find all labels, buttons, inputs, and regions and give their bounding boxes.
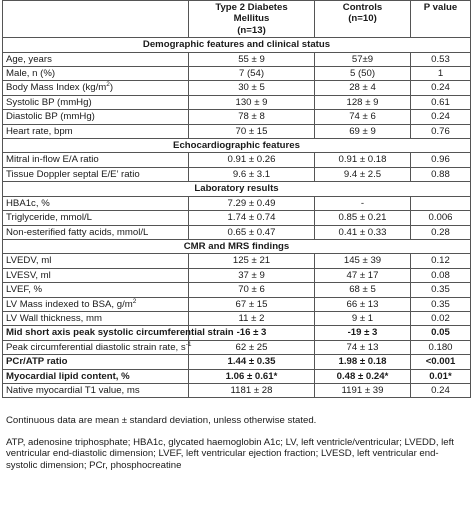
- row-label-superscript: 2: [132, 297, 137, 305]
- controls-value: 9 ± 1: [315, 311, 411, 325]
- row-label: [3, 196, 189, 210]
- section-header-row: [3, 239, 471, 253]
- table-row: [3, 326, 471, 340]
- controls-value: 0.41 ± 0.33: [315, 225, 411, 239]
- table-row: [3, 355, 471, 369]
- table-row: [3, 283, 471, 297]
- row-label: [3, 52, 189, 66]
- p-value: 0.35: [411, 283, 471, 297]
- table-row: [3, 383, 471, 397]
- p-value: [411, 196, 471, 210]
- row-label-text: Non-esterified fatty acids, mmol/L: [6, 226, 149, 238]
- row-label-text: LVESV, ml: [6, 269, 51, 281]
- table-row: [3, 153, 471, 167]
- controls-value: 47 ± 17: [315, 268, 411, 282]
- t2dm-value: 0.65 ± 0.47: [189, 225, 315, 239]
- table-row: [3, 254, 471, 268]
- section-header-row: [3, 182, 471, 196]
- table-row: [3, 110, 471, 124]
- row-label: [3, 297, 189, 311]
- table-row: [3, 52, 471, 66]
- controls-value: -19 ± 3: [315, 326, 411, 340]
- row-label-text: Peak circumferential diastolic strain rate, s: [6, 341, 186, 353]
- p-value: 0.88: [411, 167, 471, 181]
- footnote-abbreviations: ATP, adenosine triphosphate; HBA1c, glycated haemoglobin A1c; LV, left ventricle/ventricular; LVEDD, left ventricular end-diastolic dimension; LVEF, left ventricular ejection fraction; LVESD, left ventricular end-systolic dimension; PCr, phosphocreatine: [6, 436, 454, 471]
- controls-value: 74 ± 13: [315, 340, 411, 354]
- row-label: [3, 225, 189, 239]
- controls-value: 145 ± 39: [315, 254, 411, 268]
- controls-value: 1.98 ± 0.18: [315, 355, 411, 369]
- row-label: [3, 167, 189, 181]
- controls-value: 28 ± 4: [315, 81, 411, 95]
- row-label: [3, 153, 189, 167]
- controls-value: -: [315, 196, 411, 210]
- p-value: 0.24: [411, 81, 471, 95]
- header-controls-line: Controls: [342, 2, 383, 13]
- p-value: <0.001: [411, 355, 471, 369]
- section-title: CMR and MRS findings: [3, 239, 471, 253]
- p-value: 0.96: [411, 153, 471, 167]
- row-label-text: Myocardial lipid content, %: [6, 370, 130, 382]
- row-label-superscript: -1: [185, 340, 192, 348]
- table-row: [3, 268, 471, 282]
- header-p-value: P value: [411, 1, 471, 38]
- controls-value: 9.4 ± 2.5: [315, 167, 411, 181]
- p-value: 0.24: [411, 110, 471, 124]
- row-label-text: Body Mass Index (kg/m: [6, 82, 107, 94]
- t2dm-value: 78 ± 8: [189, 110, 315, 124]
- row-label-superscript: 2: [106, 81, 110, 89]
- controls-value: 57±9: [315, 52, 411, 66]
- t2dm-value: 11 ± 2: [189, 311, 315, 325]
- row-label: [3, 124, 189, 138]
- controls-value: 74 ± 6: [315, 110, 411, 124]
- table-footnotes: [6, 415, 468, 481]
- section-title: Laboratory results: [3, 182, 471, 196]
- row-label: [3, 326, 234, 340]
- controls-value: 128 ± 9: [315, 95, 411, 109]
- t2dm-value: 1.06 ± 0.61*: [189, 369, 315, 383]
- t2dm-value: 70 ± 15: [189, 124, 315, 138]
- section-title: Demographic features and clinical status: [3, 38, 471, 52]
- t2dm-value: 30 ± 5: [189, 81, 315, 95]
- t2dm-value: 1.44 ± 0.35: [189, 355, 315, 369]
- row-label-text: Male, n (%): [6, 68, 56, 80]
- footnote-data-description: Continuous data are mean ± standard deviation, unless otherwise stated.: [6, 415, 317, 426]
- header-t2dm-line: Mellitus: [233, 13, 270, 25]
- p-value: 0.53: [411, 52, 471, 66]
- header-t2dm-line: Type 2 Diabetes: [215, 2, 288, 13]
- row-label: [3, 95, 189, 109]
- controls-value: 66 ± 13: [315, 297, 411, 311]
- row-label: [3, 81, 189, 95]
- t2dm-value: 9.6 ± 3.1: [189, 167, 315, 181]
- controls-value: 0.48 ± 0.24*: [315, 369, 411, 383]
- table-row: [3, 297, 471, 311]
- controls-value: 68 ± 5: [315, 283, 411, 297]
- table-row: [3, 196, 471, 210]
- t2dm-value: 1181 ± 28: [189, 383, 315, 397]
- row-label-text: Triglyceride, mmol/L: [6, 212, 93, 224]
- section-header-row: [3, 139, 471, 153]
- table-row: [3, 124, 471, 138]
- row-label-text: LVEDV, ml: [6, 255, 52, 267]
- row-label-text: HBA1c, %: [6, 197, 50, 209]
- header-blank-cell: [3, 1, 189, 38]
- p-value: 0.35: [411, 297, 471, 311]
- row-label: [3, 340, 192, 354]
- p-value: 1: [411, 67, 471, 81]
- header-t2dm: [189, 1, 315, 38]
- p-value: 0.08: [411, 268, 471, 282]
- table-row: [3, 340, 471, 354]
- row-label: [3, 369, 189, 383]
- table-row: [3, 369, 471, 383]
- controls-value: 1191 ± 39: [315, 383, 411, 397]
- header-controls: [315, 1, 411, 38]
- controls-value: 69 ± 9: [315, 124, 411, 138]
- row-label-text: Mitral in-flow E/A ratio: [6, 154, 99, 166]
- row-label-text: LV Wall thickness, mm: [6, 312, 102, 324]
- controls-value: 0.91 ± 0.18: [315, 153, 411, 167]
- t2dm-value: 70 ± 6: [189, 283, 315, 297]
- t2dm-value: 55 ± 9: [189, 52, 315, 66]
- row-label-text: Heart rate, bpm: [6, 125, 73, 137]
- row-label-text: Mid short axis peak systolic circumferential strain: [6, 327, 234, 339]
- t2dm-value: 37 ± 9: [189, 268, 315, 282]
- row-label: [3, 383, 189, 397]
- t2dm-value: -16 ± 3: [189, 326, 315, 340]
- row-label: [3, 283, 189, 297]
- row-label: [3, 355, 189, 369]
- row-label: [3, 110, 189, 124]
- p-value: 0.76: [411, 124, 471, 138]
- row-label: [3, 311, 189, 325]
- row-label-suffix: ): [109, 82, 114, 94]
- row-label-text: LV Mass indexed to BSA, g/m: [6, 298, 133, 310]
- p-value: 0.01*: [411, 369, 471, 383]
- t2dm-value: 130 ± 9: [189, 95, 315, 109]
- t2dm-value: 62 ± 25: [189, 340, 315, 354]
- p-value: 0.61: [411, 95, 471, 109]
- table-row: [3, 211, 471, 225]
- t2dm-value: 67 ± 15: [189, 297, 315, 311]
- row-label-text: PCr/ATP ratio: [6, 356, 68, 368]
- row-label-text: Age, years: [6, 53, 52, 65]
- p-value: 0.180: [411, 340, 471, 354]
- t2dm-value: 125 ± 21: [189, 254, 315, 268]
- row-label-text: Diastolic BP (mmHg): [6, 111, 95, 123]
- section-header-row: [3, 38, 471, 52]
- row-label: [3, 254, 189, 268]
- table-row: [3, 81, 471, 95]
- row-label: [3, 268, 189, 282]
- header-t2dm-line: (n=13): [237, 24, 266, 36]
- table-row: [3, 67, 471, 81]
- p-value: 0.24: [411, 383, 471, 397]
- header-row: [3, 1, 471, 38]
- row-label: [3, 211, 189, 225]
- table-row: [3, 225, 471, 239]
- row-label: [3, 67, 189, 81]
- t2dm-value: 1.74 ± 0.74: [189, 211, 315, 225]
- controls-value: 5 (50): [315, 67, 411, 81]
- row-label-text: Systolic BP (mmHg): [6, 96, 92, 108]
- row-label-text: LVEF, %: [6, 284, 43, 296]
- t2dm-value: 7.29 ± 0.49: [189, 196, 315, 210]
- table-row: [3, 167, 471, 181]
- t2dm-value: 0.91 ± 0.26: [189, 153, 315, 167]
- controls-value: 0.85 ± 0.21: [315, 211, 411, 225]
- p-value: 0.02: [411, 311, 471, 325]
- row-label-text: Tissue Doppler septal E/E’ ratio: [6, 168, 140, 180]
- t2dm-value: 7 (54): [189, 67, 315, 81]
- section-title: Echocardiographic features: [3, 139, 471, 153]
- table-row: [3, 95, 471, 109]
- results-table: [2, 0, 471, 398]
- p-value: 0.28: [411, 225, 471, 239]
- table-row: [3, 311, 471, 325]
- p-value: 0.12: [411, 254, 471, 268]
- p-value: 0.006: [411, 211, 471, 225]
- p-value: 0.05: [411, 326, 471, 340]
- row-label-text: Native myocardial T1 value, ms: [6, 384, 140, 396]
- header-controls-line: (n=10): [348, 13, 377, 25]
